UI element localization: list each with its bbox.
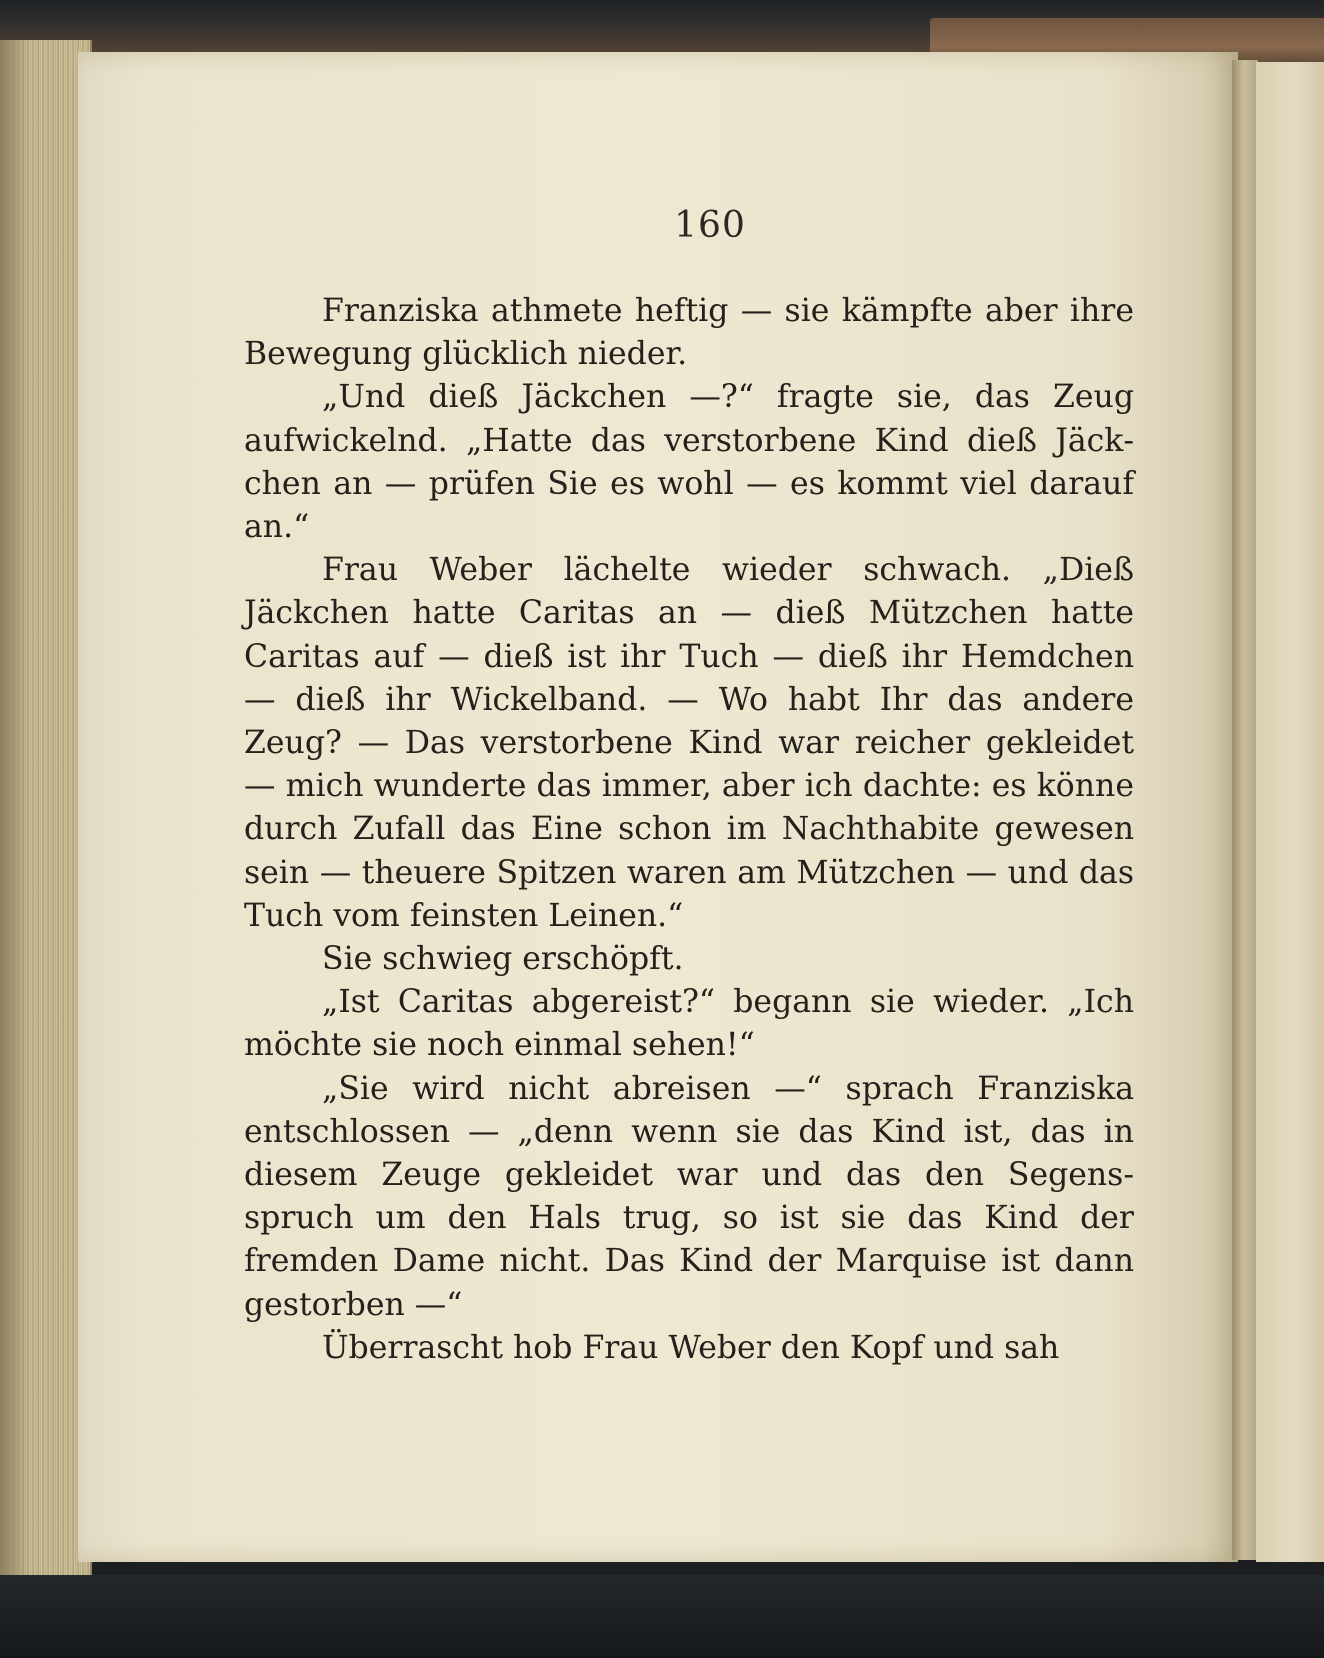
paragraph: Sie schwieg erschöpft. <box>322 941 684 978</box>
paragraph: „Ist Caritas abgereist?“ begann sie wieder. „Ich möchte sie noch einmal sehen!“ <box>244 984 1134 1064</box>
background-surface <box>0 1575 1324 1658</box>
page-text <box>244 290 1134 1370</box>
facing-page-strip <box>1256 62 1324 1562</box>
paragraph: Frau Weber lächelte wieder schwach. „Dieß Jäckchen hatte Caritas an — dieß Mützchen hatte Caritas auf — dieß ist ihr Tuch — dieß ihr Hemdchen — dieß ihr Wickelband. — Wo habt Ihr das andere Zeug? — Das verstorbene Kind war reicher gekleidet — mich wunderte das immer, aber ich dachte: es könne durch Zufall das Eine schon im Nachthabite gewesen sein — theuere Spitzen waren am Mützchen — und das Tuch vom feinsten Leinen.“ <box>244 552 1134 934</box>
book-gutter <box>1232 60 1258 1560</box>
paragraph: Franziska athmete heftig — sie kämpfte aber ihre Bewegung glücklich nieder. <box>244 293 1134 373</box>
page-edges-shadow <box>0 40 30 1610</box>
paragraph: „Und dieß Jäckchen —?“ fragte sie, das Zeug aufwickelnd. „Hatte das verstorbene Kind dieß Jäckchen an — prüfen Sie es wohl — es kommt viel darauf an.“ <box>244 379 1134 546</box>
paragraph: Überrascht hob Frau Weber den Kopf und sah <box>322 1329 1060 1366</box>
paragraph: „Sie wird nicht abreisen —“ sprach Franziska entschlossen — „denn wenn sie das Kind ist, das in diesem Zeuge gekleidet war und das den Segensspruch um den Hals trug, so ist sie das Kind der fremden Dame nicht. Das Kind der Marquise ist dann gestorben —“ <box>244 1070 1134 1323</box>
page-number: 160 <box>674 205 746 246</box>
